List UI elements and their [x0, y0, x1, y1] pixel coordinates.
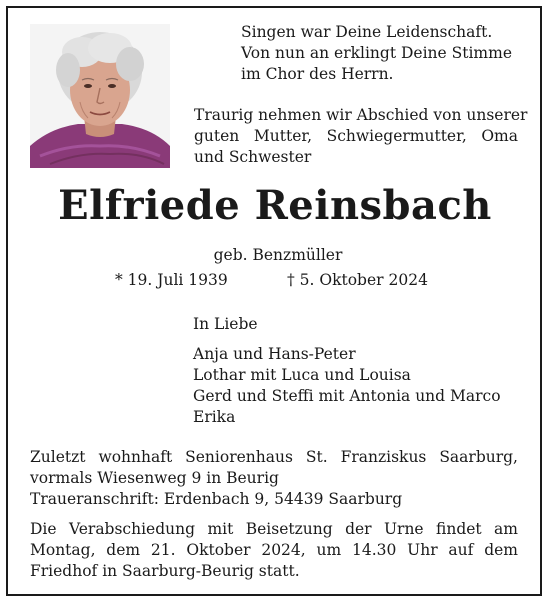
deceased-name: Elfriede Reinsbach: [58, 182, 492, 229]
portrait-photo: [30, 24, 170, 168]
mourner-line: Lothar mit Luca und Louisa: [193, 366, 411, 384]
residence-block: [30, 447, 518, 510]
verse-line: im Chor des Herrn.: [241, 65, 394, 83]
mourners-heading: In Liebe: [193, 315, 258, 333]
residence-line: vormals Wiesenweg 9 in Beurig: [30, 469, 279, 487]
mourner-line: Gerd und Steffi mit Antonia und Marco: [193, 387, 501, 405]
mourning-address: Traueranschrift: Erdenbach 9, 54439 Saarburg: [30, 490, 403, 508]
ceremony-line: Die Verabschiedung mit Beisetzung der Urne findet am: [30, 520, 518, 538]
death-date: † 5. Oktober 2024: [287, 271, 428, 289]
intro-line: und Schwester: [194, 148, 312, 166]
birth-date: * 19. Juli 1939: [115, 271, 228, 289]
ceremony-line: Friedhof in Saarburg-Beurig statt.: [30, 562, 300, 580]
mourner-line: Erika: [193, 408, 236, 426]
intro-line: Traurig nehmen wir Abschied von unserer: [194, 106, 528, 124]
ceremony-line: Montag, dem 21. Oktober 2024, um 14.30 Uhr auf dem: [30, 541, 518, 559]
mourner-line: Anja und Hans-Peter: [193, 345, 356, 363]
verse-line: Von nun an erklingt Deine Stimme: [241, 44, 513, 62]
birth-name: geb. Benzmüller: [213, 246, 343, 264]
verse-line: Singen war Deine Leidenschaft.: [241, 23, 493, 41]
intro-line: guten Mutter, Schwiegermutter, Oma: [194, 127, 518, 145]
ceremony-block: [30, 519, 518, 582]
residence-line: Zuletzt wohnhaft Seniorenhaus St. Franziskus Saarburg,: [30, 448, 518, 466]
portrait-illustration: [30, 24, 170, 168]
